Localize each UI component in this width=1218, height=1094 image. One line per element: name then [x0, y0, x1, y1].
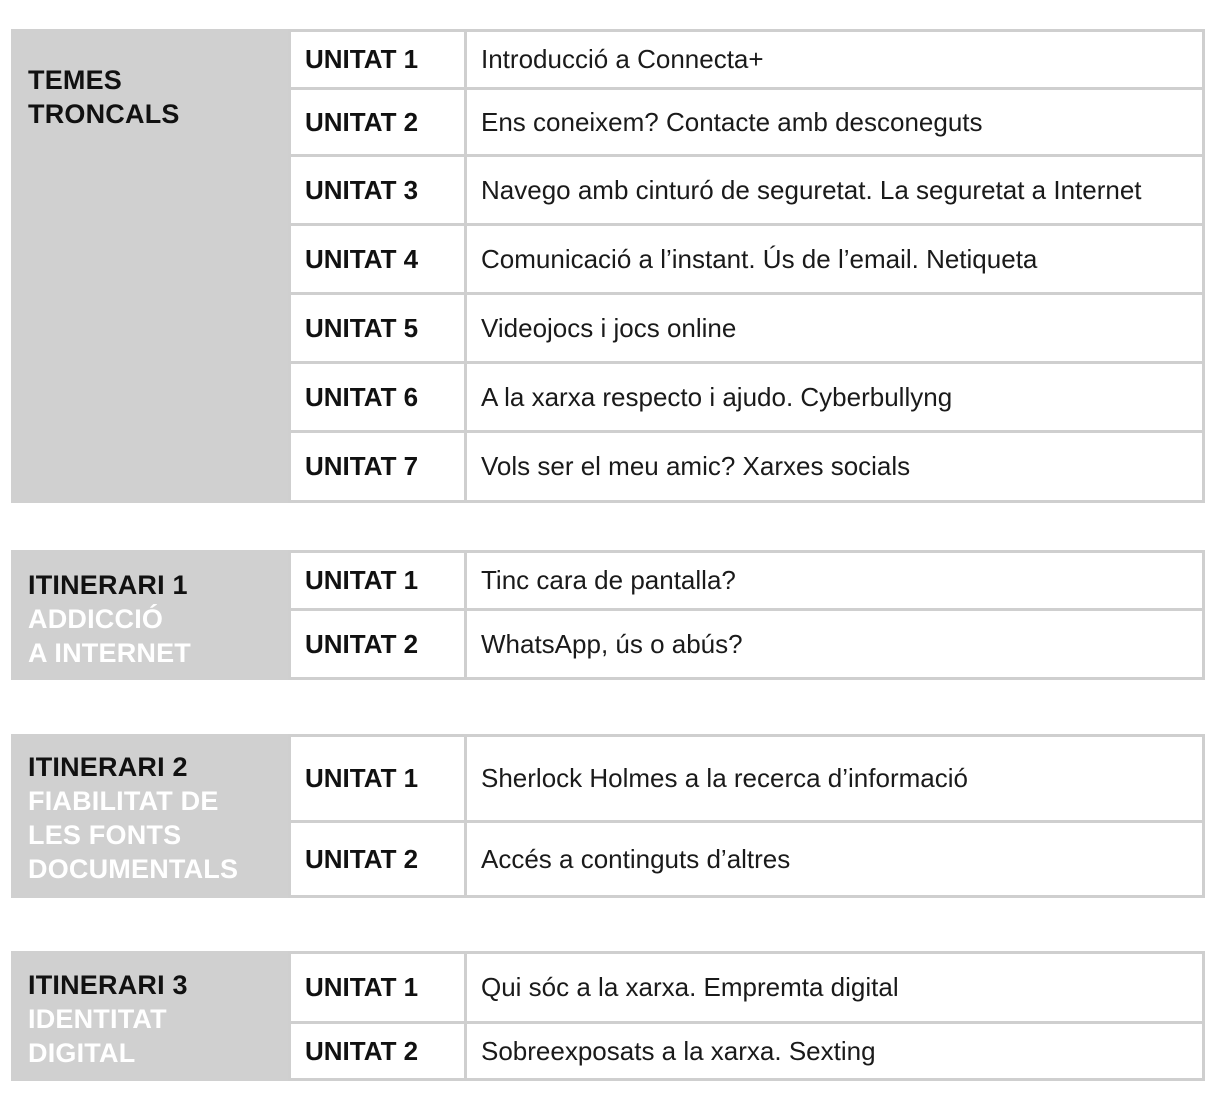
unit-label: UNITAT 1	[288, 32, 464, 87]
section-subtitle-line2: LES FONTS	[28, 820, 182, 850]
table-row	[288, 90, 1205, 154]
unit-table	[288, 550, 1205, 680]
table-row	[288, 295, 1205, 361]
unit-label: UNITAT 7	[288, 433, 464, 500]
section-subtitle-line1: FIABILITAT DE	[28, 786, 219, 816]
unit-title: Videojocs i jocs online	[464, 295, 1205, 361]
section-subtitle-line2: DIGITAL	[28, 1038, 136, 1068]
unit-title: Qui sóc a la xarxa. Empremta digital	[464, 954, 1205, 1021]
section-itinerari-1	[11, 550, 1205, 680]
unit-label: UNITAT 2	[288, 90, 464, 154]
table-row	[288, 954, 1205, 1021]
section-heading: ITINERARI 2	[28, 752, 188, 782]
unit-label: UNITAT 3	[288, 157, 464, 223]
table-row	[288, 553, 1205, 608]
unit-title: Sobreexposats a la xarxa. Sexting	[464, 1024, 1205, 1078]
unit-title: Accés a continguts d’altres	[464, 823, 1205, 895]
section-temes-troncals	[11, 29, 1205, 503]
unit-title: Introducció a Connecta+	[464, 32, 1205, 87]
unit-title: Sherlock Holmes a la recerca d’informació	[464, 737, 1205, 820]
unit-title: Comunicació a l’instant. Ús de l’email. Netiqueta	[464, 226, 1205, 292]
table-row	[288, 737, 1205, 820]
section-subtitle-line3: DOCUMENTALS	[28, 854, 239, 884]
table-row	[288, 32, 1205, 87]
table-row	[288, 823, 1205, 895]
unit-label: UNITAT 2	[288, 823, 464, 895]
table-row	[288, 433, 1205, 500]
unit-title: Navego amb cinturó de seguretat. La seguretat a Internet	[464, 157, 1205, 223]
section-subtitle-line2: A INTERNET	[28, 638, 191, 668]
section-heading: ITINERARI 1	[28, 570, 188, 600]
section-heading-panel	[11, 550, 288, 680]
section-itinerari-3	[11, 951, 1205, 1081]
section-heading: TEMES	[28, 65, 123, 95]
unit-title: A la xarxa respecto i ajudo. Cyberbullyng	[464, 364, 1205, 430]
unit-label: UNITAT 2	[288, 611, 464, 677]
table-row	[288, 226, 1205, 292]
section-heading-panel	[11, 29, 288, 503]
section-heading-line2: TRONCALS	[28, 99, 180, 129]
unit-label: UNITAT 4	[288, 226, 464, 292]
unit-title: Ens coneixem? Contacte amb desconeguts	[464, 90, 1205, 154]
section-subtitle-line1: ADDICCIÓ	[28, 604, 164, 634]
unit-table	[288, 29, 1205, 503]
unit-label: UNITAT 6	[288, 364, 464, 430]
unit-label: UNITAT 1	[288, 737, 464, 820]
unit-label: UNITAT 2	[288, 1024, 464, 1078]
unit-label: UNITAT 5	[288, 295, 464, 361]
unit-label: UNITAT 1	[288, 553, 464, 608]
section-heading-panel	[11, 951, 288, 1081]
unit-label: UNITAT 1	[288, 954, 464, 1021]
unit-table	[288, 734, 1205, 898]
table-row	[288, 364, 1205, 430]
unit-title: WhatsApp, ús o abús?	[464, 611, 1205, 677]
table-row	[288, 157, 1205, 223]
unit-title: Tinc cara de pantalla?	[464, 553, 1205, 608]
section-subtitle-line1: IDENTITAT	[28, 1004, 167, 1034]
unit-title: Vols ser el meu amic? Xarxes socials	[464, 433, 1205, 500]
section-heading: ITINERARI 3	[28, 970, 188, 1000]
section-heading-panel	[11, 734, 288, 898]
table-row	[288, 611, 1205, 677]
section-itinerari-2	[11, 734, 1205, 898]
table-row	[288, 1024, 1205, 1078]
unit-table	[288, 951, 1205, 1081]
